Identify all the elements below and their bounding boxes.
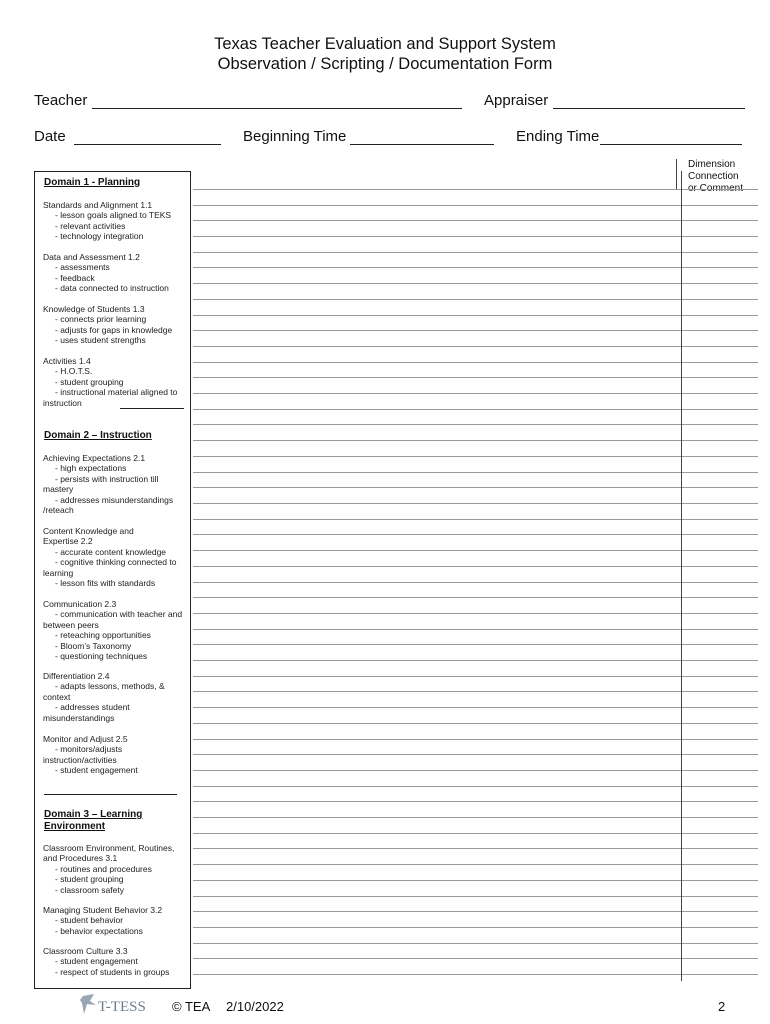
section-item: - persists with instruction till mastery [43, 473, 159, 495]
scripting-line[interactable] [193, 943, 758, 944]
section-item: - feedback [55, 272, 95, 283]
section-item: - routines and procedures [55, 863, 152, 874]
section-item: - student engagement [55, 765, 138, 776]
date-field[interactable] [74, 144, 221, 145]
scripting-line[interactable] [193, 896, 758, 897]
section-item: - lesson fits with standards [55, 578, 156, 589]
scripting-line[interactable] [193, 958, 758, 959]
section-heading: Content Knowledge and Expertise 2.2 [43, 526, 134, 547]
scripting-line[interactable] [193, 330, 758, 331]
scripting-line[interactable] [193, 770, 758, 771]
section-heading: Activities 1.4 [43, 356, 91, 366]
section-heading: Differentiation 2.4 [43, 671, 110, 681]
scripting-line[interactable] [193, 236, 758, 237]
section-3-3 [43, 946, 185, 977]
scripting-line[interactable] [193, 754, 758, 755]
scripting-line[interactable] [193, 519, 758, 520]
footer-date: 2/10/2022 [226, 999, 284, 1014]
scripting-line[interactable] [193, 707, 758, 708]
section-item: - data connected to instruction [55, 283, 169, 294]
section-item: - cognitive thinking connected to learning [43, 557, 177, 578]
section-item: - adjusts for gaps in knowledge [55, 324, 173, 335]
logo-text: T-TESS [98, 999, 146, 1015]
section-heading: Standards and Alignment 1.1 [43, 200, 153, 210]
scripting-line[interactable] [193, 786, 758, 787]
scripting-line[interactable] [193, 864, 758, 865]
scripting-line[interactable] [193, 660, 758, 661]
section-item: - connects prior learning [55, 314, 147, 325]
section-item: - student grouping [55, 874, 124, 885]
teacher-field[interactable] [92, 108, 462, 109]
section-1-2 [43, 252, 185, 294]
comment-column-divider [681, 171, 682, 981]
section-item: - respect of students in groups [55, 966, 170, 977]
domain-separator [120, 408, 184, 409]
section-heading: Classroom Environment, Routines, and Procedures 3.1 [43, 843, 175, 864]
scripting-line[interactable] [193, 880, 758, 881]
section-item: - assessments [55, 262, 110, 273]
scripting-line[interactable] [193, 409, 758, 410]
section-1-4 [43, 356, 185, 408]
footer-copyright: © TEA [172, 999, 211, 1014]
scripting-line[interactable] [193, 252, 758, 253]
scripting-line[interactable] [193, 739, 758, 740]
section-item: - questioning techniques [55, 651, 148, 662]
scripting-line[interactable] [193, 723, 758, 724]
section-item: - H.O.T.S. [55, 366, 93, 377]
section-item: - student behavior [55, 915, 124, 926]
section-1-1 [43, 200, 185, 242]
scripting-line[interactable] [193, 817, 758, 818]
section-item: - high expectations [55, 463, 127, 474]
section-item: - reteaching opportunities [55, 630, 151, 641]
section-item: - behavior expectations [55, 925, 143, 936]
section-2-2 [43, 526, 177, 589]
page-number: 2 [718, 999, 726, 1014]
section-item: - student engagement [55, 956, 138, 967]
section-heading: Classroom Culture 3.3 [43, 946, 128, 956]
dimension-header-line: Dimension [688, 159, 736, 170]
column-divider-top [676, 159, 677, 189]
section-2-5 [43, 734, 185, 776]
domain-2-title: Domain 2 – Instruction [44, 430, 152, 441]
scripting-line[interactable] [193, 550, 758, 551]
section-2-3 [43, 599, 185, 661]
scripting-line[interactable] [193, 346, 758, 347]
scripting-line[interactable] [193, 503, 758, 504]
scripting-line[interactable] [193, 911, 758, 912]
scripting-line[interactable] [193, 597, 758, 598]
section-item: - student grouping [55, 376, 124, 387]
scripting-line[interactable] [193, 534, 758, 535]
teacher-label: Teacher [34, 92, 88, 109]
section-heading: Data and Assessment 1.2 [43, 252, 140, 262]
ending-time-label: Ending Time [516, 128, 600, 145]
scripting-line[interactable] [193, 205, 758, 206]
beginning-time-field[interactable] [350, 144, 494, 145]
scripting-line[interactable] [193, 848, 758, 849]
scripting-line[interactable] [193, 377, 758, 378]
scripting-line[interactable] [193, 456, 758, 457]
form-subtitle: Observation / Scripting / Documentation Form [217, 55, 553, 73]
domain-3-title: Domain 3 – Learning Environment [44, 809, 143, 832]
section-heading: Monitor and Adjust 2.5 [43, 734, 128, 744]
section-item: - accurate content knowledge [55, 546, 167, 557]
scripting-line[interactable] [193, 629, 758, 630]
scripting-line[interactable] [193, 472, 758, 473]
scripting-line[interactable] [193, 676, 758, 677]
appraiser-field[interactable] [553, 108, 745, 109]
scripting-line[interactable] [193, 801, 758, 802]
section-item: - technology integration [55, 231, 144, 242]
logo-star-icon [80, 994, 96, 1014]
section-3-2 [43, 905, 185, 936]
scripting-line[interactable] [193, 927, 758, 928]
section-item: - addresses student misunderstandings [43, 702, 130, 723]
section-item: - addresses misunderstandings /reteach [43, 494, 174, 516]
scripting-line[interactable] [193, 691, 758, 692]
scripting-line[interactable] [193, 283, 758, 284]
section-item: - lesson goals aligned to TEKS [55, 210, 172, 221]
section-item: - Bloom’s Taxonomy [55, 640, 132, 651]
scripting-line[interactable] [193, 189, 758, 190]
ending-time-field[interactable] [600, 144, 742, 145]
section-2-1 [43, 453, 185, 515]
section-item: - classroom safety [55, 884, 124, 895]
scripting-line[interactable] [193, 299, 758, 300]
date-label: Date [34, 128, 66, 145]
section-1-3 [43, 304, 185, 346]
scripting-line[interactable] [193, 220, 758, 221]
section-heading: Managing Student Behavior 3.2 [43, 905, 163, 915]
scripting-line[interactable] [193, 424, 758, 425]
scripting-line[interactable] [193, 362, 758, 363]
section-item: - adapts lessons, methods, & context [43, 681, 165, 702]
beginning-time-label: Beginning Time [243, 128, 347, 145]
section-item: - monitors/adjusts instruction/activities [43, 744, 123, 765]
dimension-header-line: or Comment [688, 183, 744, 194]
section-heading: Knowledge of Students 1.3 [43, 304, 145, 314]
scripting-line[interactable] [193, 644, 758, 645]
domain-1-title: Domain 1 - Planning [44, 177, 141, 188]
scripting-line[interactable] [193, 487, 758, 488]
t-tess-logo [80, 991, 160, 1017]
scripting-line[interactable] [193, 974, 758, 975]
section-item: - relevant activities [55, 220, 126, 231]
scripting-line[interactable] [193, 393, 758, 394]
section-item: - communication with teacher and between peers [43, 609, 183, 630]
scripting-line[interactable] [193, 566, 758, 567]
scripting-line[interactable] [193, 613, 758, 614]
section-heading: Communication 2.3 [43, 599, 117, 609]
section-2-4 [43, 671, 185, 723]
section-item: - instructional material aligned to instruction [43, 387, 178, 408]
scripting-line[interactable] [193, 582, 758, 583]
section-heading: Achieving Expectations 2.1 [43, 453, 146, 463]
domain-separator [44, 794, 177, 795]
section-3-1 [43, 843, 185, 895]
scripting-line[interactable] [193, 267, 758, 268]
scripting-line[interactable] [193, 440, 758, 441]
scripting-line[interactable] [193, 833, 758, 834]
dimension-header-line: Connection [688, 171, 739, 182]
form-title: Texas Teacher Evaluation and Support System [214, 35, 556, 53]
scripting-line[interactable] [193, 315, 758, 316]
section-item: - uses student strengths [55, 335, 146, 346]
appraiser-label: Appraiser [484, 92, 549, 109]
